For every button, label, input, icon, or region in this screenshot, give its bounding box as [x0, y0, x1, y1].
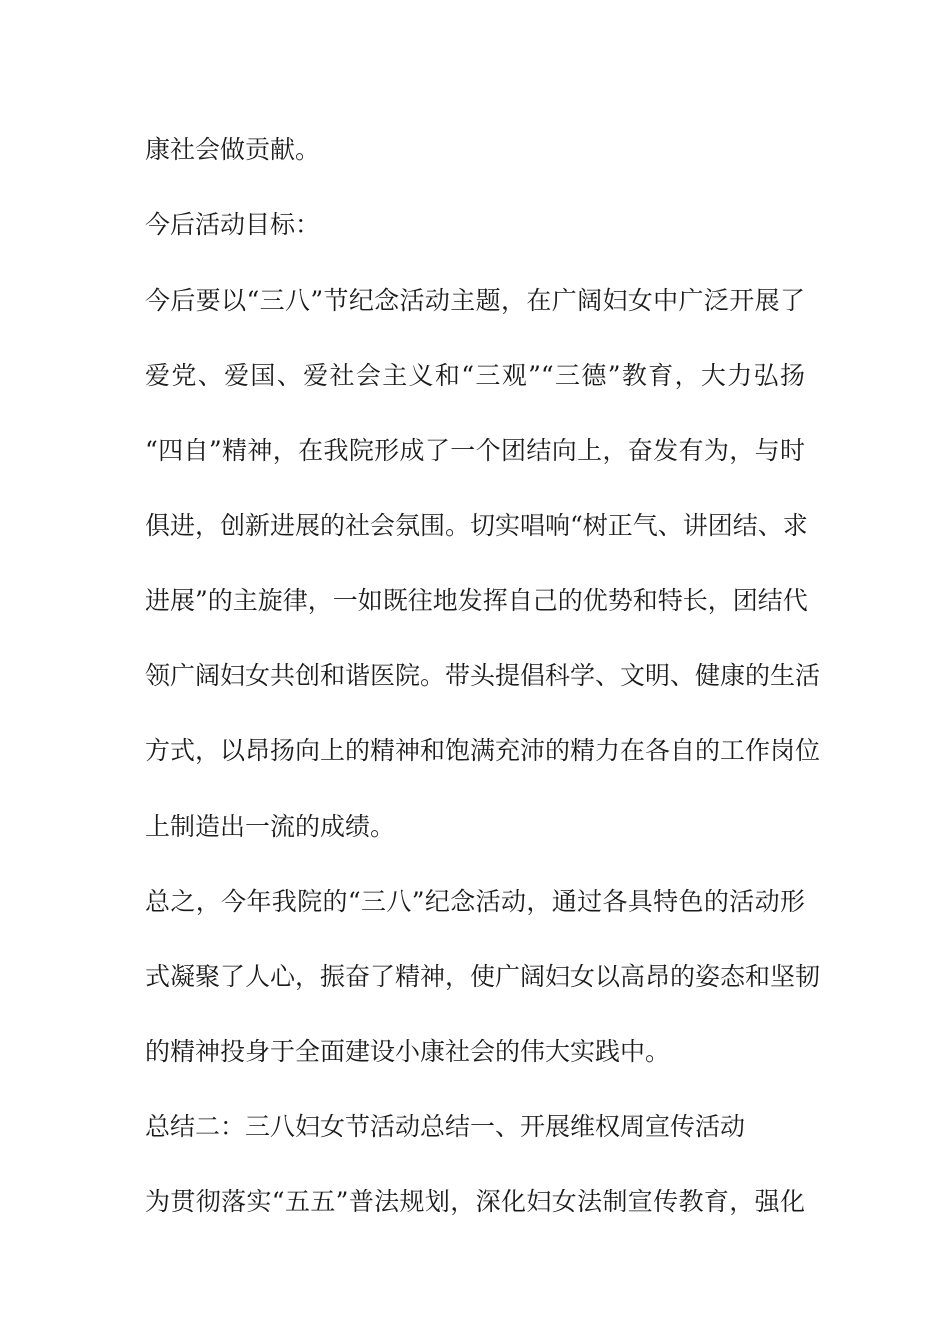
text-line-1: 康社会做贡献。	[145, 135, 321, 164]
section-heading-goals: 今后活动目标：	[145, 210, 321, 239]
text-line-6: 俱进，创新进展的社会氛围。切实唱响“树正气、讲团结、求	[145, 511, 808, 540]
text-line-12: 式凝聚了人心，振奋了精神，使广阔妇女以高昂的姿态和坚韧	[145, 962, 821, 991]
text-line-15: 为贯彻落实“五五”普法规划，深化妇女法制宣传教育，强化	[145, 1187, 805, 1216]
text-line-8: 领广阔妇女共创和谐医院。带头提倡科学、文明、健康的生活	[145, 661, 821, 690]
text-line-3: 今后要以“三八”节纪念活动主题，在广阔妇女中广泛开展了	[145, 286, 805, 315]
text-line-11: 总之，今年我院的“三八”纪念活动，通过各具特色的活动形	[145, 887, 805, 916]
section-heading-summary-two: 总结二：三八妇女节活动总结一、开展维权周宣传活动	[145, 1112, 746, 1141]
text-line-10: 上制造出一流的成绩。	[145, 812, 396, 841]
text-line-7: 进展”的主旋律，一如既往地发挥自己的优势和特长，团结代	[145, 586, 808, 615]
text-line-9: 方式，以昂扬向上的精神和饱满充沛的精力在各自的工作岗位	[145, 736, 821, 765]
text-line-13: 的精神投身于全面建设小康社会的伟大实践中。	[145, 1037, 671, 1066]
text-line-5: “四自”精神，在我院形成了一个团结向上，奋发有为，与时	[145, 436, 805, 465]
text-line-4: 爱党、爱国、爱社会主义和“三观”“三德”教育，大力弘扬	[145, 361, 805, 390]
